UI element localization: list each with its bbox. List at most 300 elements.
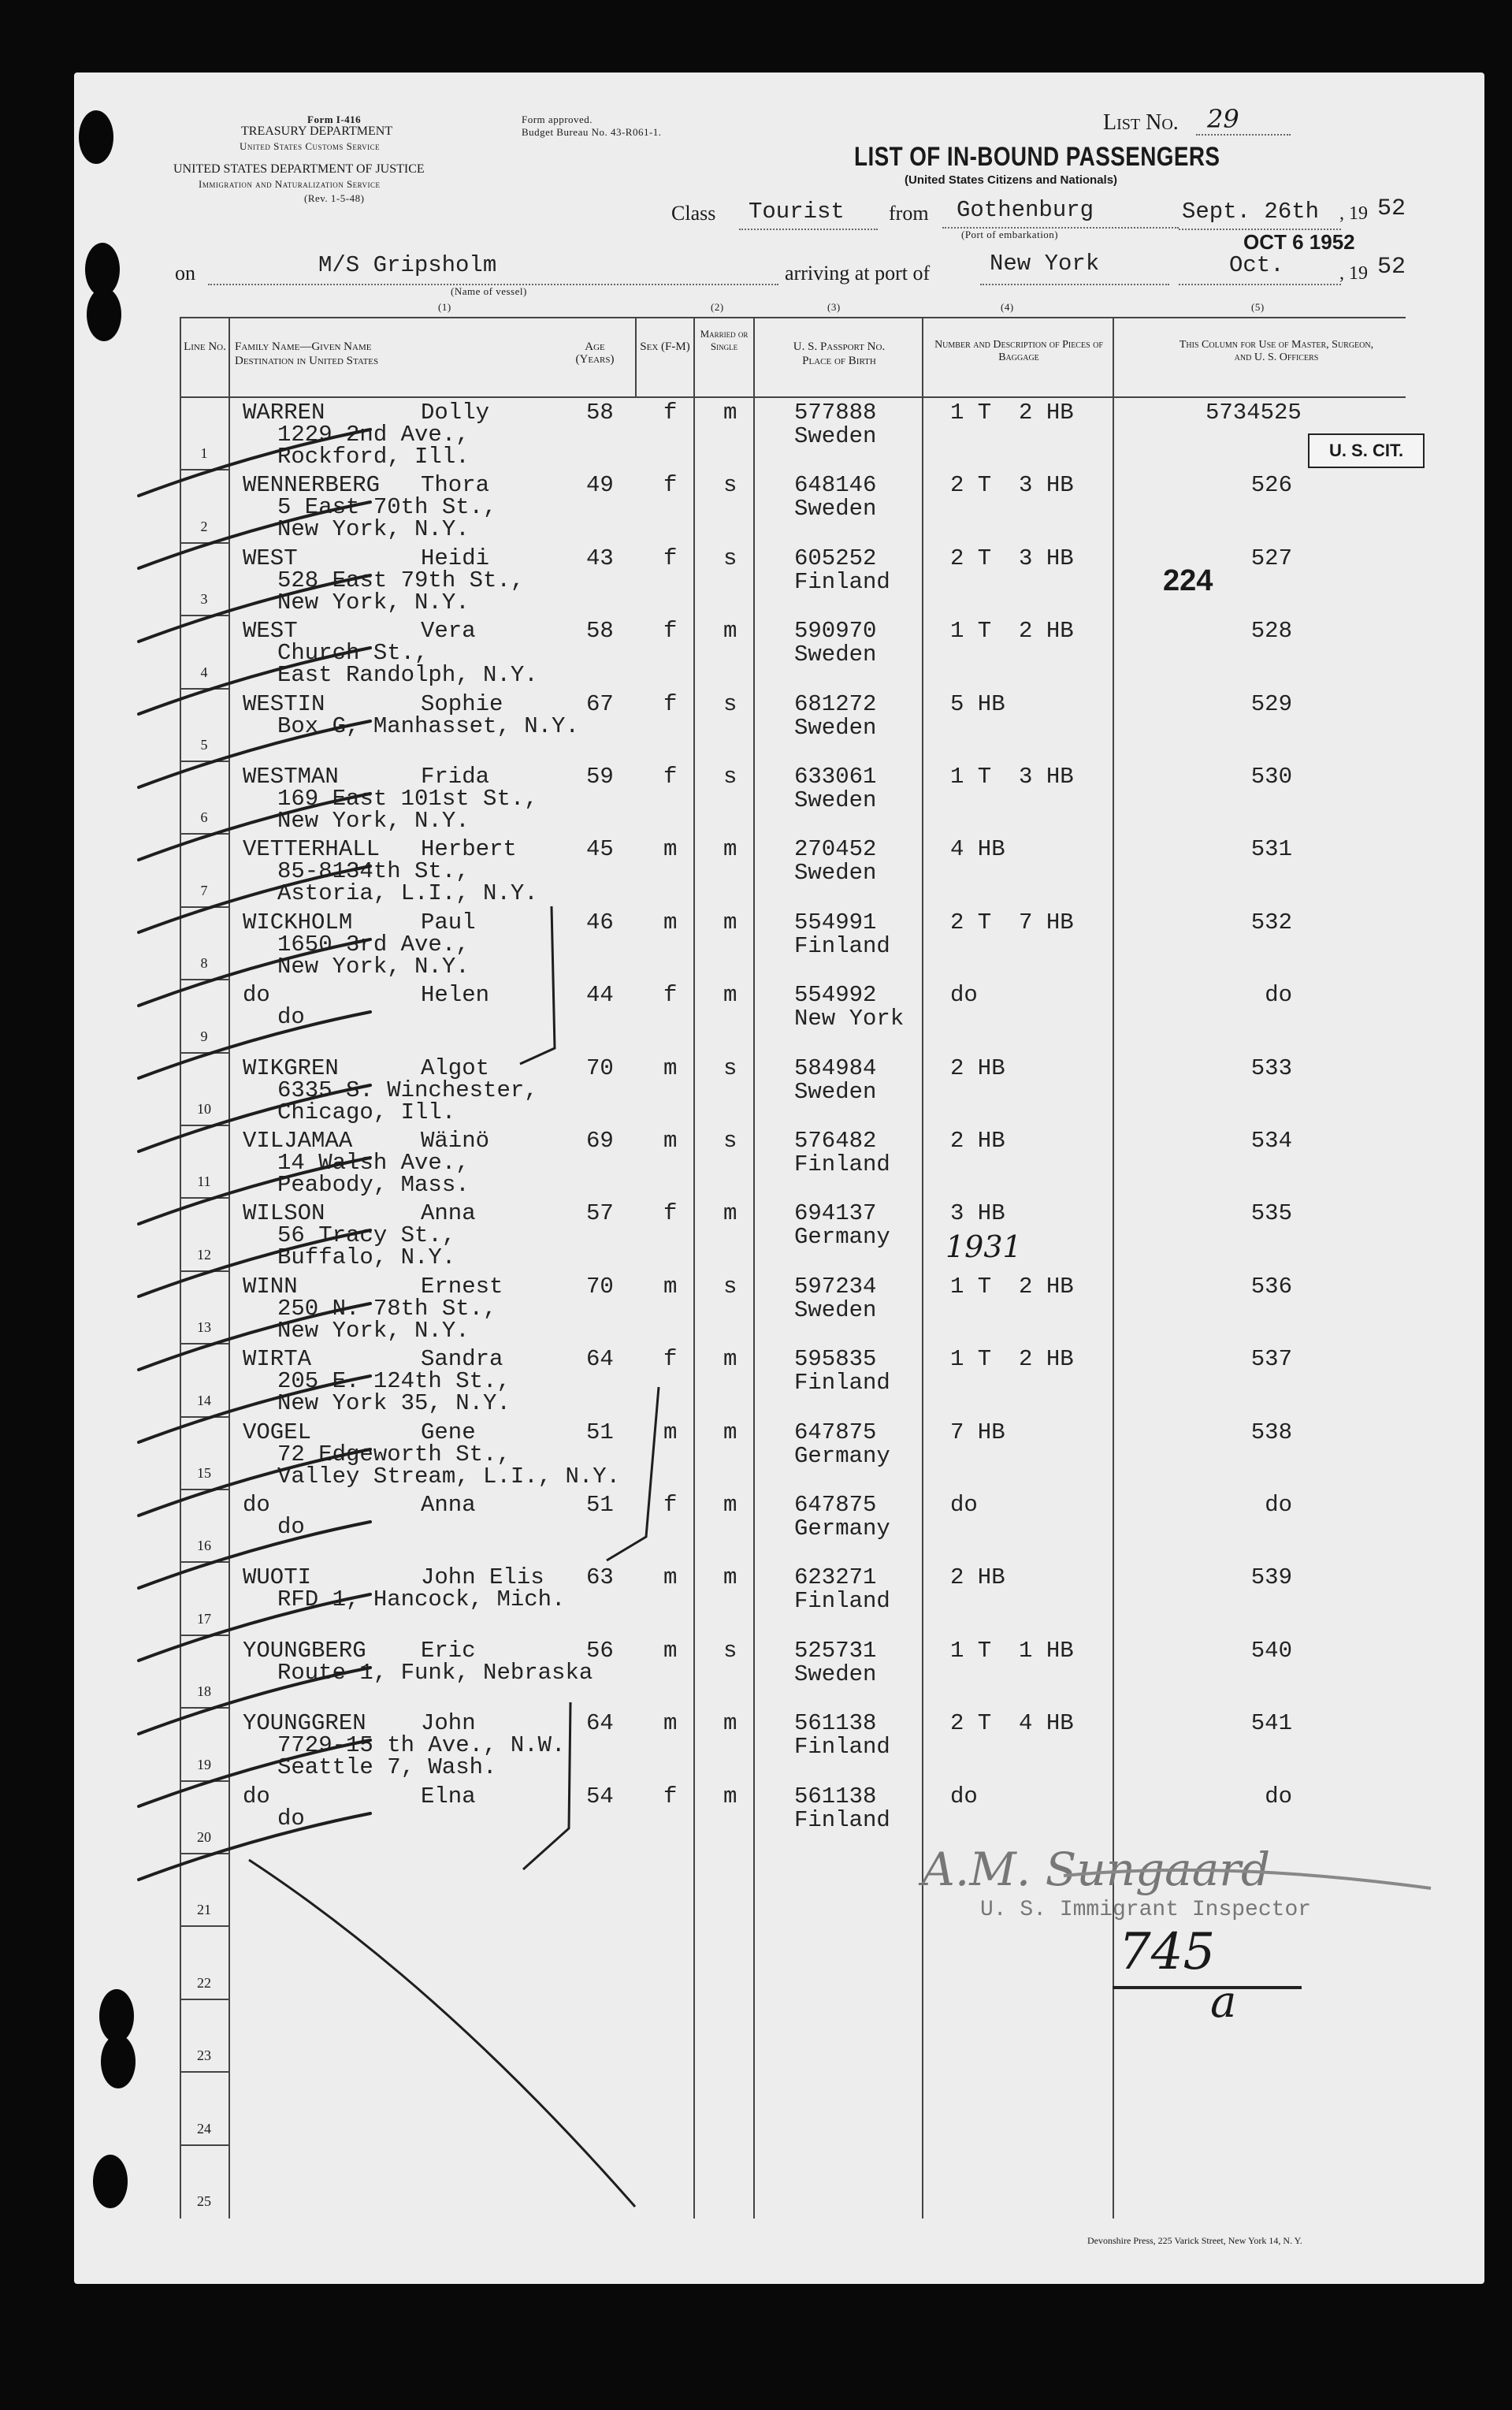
passenger-passport-no: 561138 — [794, 1710, 877, 1736]
passenger-marital-status: m — [723, 909, 737, 935]
row-rule — [180, 761, 228, 762]
passenger-birthplace: Finland — [794, 1734, 890, 1760]
passenger-family-name: VOGEL — [243, 1419, 312, 1445]
row-number: 24 — [197, 2121, 211, 2137]
passenger-marital-status: m — [723, 1783, 737, 1809]
passenger-officer-note: 535 — [1250, 1200, 1292, 1226]
passenger-passport-no: 623271 — [794, 1564, 877, 1590]
hdr-married: Married or Single — [700, 328, 749, 352]
passenger-given-name: Vera — [421, 618, 476, 644]
passenger-birthplace: Sweden — [794, 496, 877, 522]
passenger-marital-status: m — [723, 1346, 737, 1372]
passenger-address-2: Rockford, Ill. — [277, 444, 470, 470]
passenger-baggage: 1 T 2 HB — [950, 1346, 1074, 1372]
passenger-address-2: New York, N.Y. — [277, 516, 470, 542]
row-rule — [180, 1780, 228, 1782]
passenger-given-name: Eric — [421, 1638, 476, 1664]
passenger-given-name: Frida — [421, 764, 490, 790]
hdr-age: Age (Years) — [575, 340, 615, 366]
passenger-officer-note: do — [1265, 982, 1292, 1008]
passenger-baggage: 4 HB — [950, 836, 1005, 862]
from-label: from — [889, 202, 929, 225]
passenger-marital-status: s — [723, 472, 737, 498]
row-number: 17 — [197, 1611, 211, 1627]
inspector-title: U. S. Immigrant Inspector — [980, 1898, 1312, 1922]
passenger-address-1: Route 1, Funk, Nebraska — [277, 1660, 593, 1686]
passenger-age: 43 — [586, 545, 614, 571]
passenger-birthplace: Finland — [794, 1151, 890, 1177]
passenger-passport-no: 576482 — [794, 1128, 877, 1154]
hdr-name: Family Name—Given Name — [235, 340, 372, 353]
passenger-passport-no: 577888 — [794, 400, 877, 426]
table-top-rule — [180, 317, 1406, 318]
row-number: 8 — [200, 955, 208, 971]
passenger-baggage: 1 T 2 HB — [950, 1274, 1074, 1300]
passenger-birthplace: Finland — [794, 1807, 890, 1833]
passenger-address-1: 5 East 70th St., — [277, 494, 497, 520]
row-number: 3 — [200, 591, 208, 607]
passenger-given-name: Thora — [421, 472, 490, 498]
passenger-given-name: Gene — [421, 1419, 476, 1445]
passenger-family-name: WENNERBERG — [243, 472, 381, 498]
form-number: Form I-416 — [307, 113, 362, 125]
passenger-sex: f — [663, 982, 678, 1008]
col-divider — [180, 318, 181, 2218]
revision: (Rev. 1-5-48) — [304, 192, 365, 204]
passenger-address-2: Buffalo, N.Y. — [277, 1244, 456, 1270]
passenger-birthplace: Finland — [794, 1588, 890, 1614]
passenger-marital-status: m — [723, 836, 737, 862]
passenger-address-2: Seattle 7, Wash. — [277, 1754, 497, 1780]
passenger-birthplace: New York — [794, 1006, 905, 1032]
punch-hole — [93, 2155, 128, 2208]
table-header-rule — [180, 396, 1406, 398]
passenger-sex: m — [663, 1638, 678, 1664]
passenger-age: 51 — [586, 1419, 614, 1445]
passenger-given-name: Herbert — [421, 836, 517, 862]
passenger-birthplace: Sweden — [794, 423, 877, 449]
hdr-officers: This Column for Use of Master, Surgeon, and U. S. Officers — [1179, 339, 1374, 363]
year-1: 52 — [1377, 195, 1406, 222]
passenger-family-name: VILJAMAA — [243, 1128, 353, 1154]
passenger-officer-note: do — [1265, 1783, 1292, 1809]
passenger-baggage: 1 T 3 HB — [950, 764, 1074, 790]
passenger-passport-no: 605252 — [794, 545, 877, 571]
list-no-label: List No. — [1103, 110, 1179, 135]
hdr-passport: U. S. Passport No. — [793, 340, 886, 353]
year-2: 52 — [1377, 254, 1406, 281]
passenger-address-2: Valley Stream, L.I., N.Y. — [277, 1463, 621, 1490]
passenger-marital-status: s — [723, 1274, 737, 1300]
passenger-family-name: do — [243, 982, 270, 1008]
row-rule — [180, 2071, 228, 2073]
class-value: Tourist — [749, 199, 845, 225]
passenger-age: 59 — [586, 764, 614, 790]
passenger-passport-no: 554991 — [794, 909, 877, 935]
passenger-family-name: WICKHOLM — [243, 909, 353, 935]
passenger-passport-no: 595835 — [794, 1346, 877, 1372]
passenger-age: 54 — [586, 1783, 614, 1809]
passenger-passport-no: 681272 — [794, 691, 877, 717]
passenger-family-name: WUOTI — [243, 1564, 312, 1590]
passenger-address-1: 72 Edgeworth St., — [277, 1441, 511, 1467]
passenger-birthplace: Finland — [794, 569, 890, 595]
passenger-sex: f — [663, 400, 678, 426]
passenger-given-name: Sandra — [421, 1346, 503, 1372]
passenger-given-name: Dolly — [421, 400, 490, 426]
passenger-address-1: 1650 3rd Ave., — [277, 932, 470, 958]
passenger-passport-no: 648146 — [794, 472, 877, 498]
passenger-passport-no: 590970 — [794, 618, 877, 644]
passenger-age: 44 — [586, 982, 614, 1008]
year-prefix-2: , 19 — [1339, 263, 1368, 284]
passenger-given-name: Algot — [421, 1055, 490, 1081]
passenger-sex: f — [663, 764, 678, 790]
passenger-address-1: 205 E. 124th St., — [277, 1368, 511, 1394]
row-rule — [180, 615, 228, 616]
row-rule — [180, 906, 228, 908]
passenger-age: 69 — [586, 1128, 614, 1154]
passenger-age: 70 — [586, 1274, 614, 1300]
row-number: 22 — [197, 1975, 211, 1991]
passenger-sex: f — [663, 1783, 678, 1809]
passenger-sex: f — [663, 1492, 678, 1518]
passenger-marital-status: s — [723, 1638, 737, 1664]
sail-date: Sept. 26th — [1182, 199, 1320, 225]
passenger-sex: m — [663, 1055, 678, 1081]
passenger-baggage: do — [950, 1783, 978, 1809]
passenger-baggage: 2 T 7 HB — [950, 909, 1074, 935]
col-num-2: (2) — [711, 301, 724, 313]
passenger-officer-note: 531 — [1250, 836, 1292, 862]
year-1931-note: 1931 — [945, 1229, 1022, 1264]
col-divider — [228, 318, 230, 2218]
passenger-age: 64 — [586, 1346, 614, 1372]
passenger-baggage: 5 HB — [950, 691, 1005, 717]
passenger-family-name: do — [243, 1492, 270, 1518]
row-rule — [180, 1561, 228, 1563]
passenger-birthplace: Sweden — [794, 787, 877, 813]
row-rule — [180, 1416, 228, 1418]
passenger-address-1: 14 Walsh Ave., — [277, 1150, 470, 1176]
passenger-sex: f — [663, 472, 678, 498]
passenger-given-name: Heidi — [421, 545, 490, 571]
col-num-4: (4) — [1001, 301, 1014, 313]
row-number: 19 — [197, 1757, 211, 1772]
passenger-age: 51 — [586, 1492, 614, 1518]
passenger-baggage: 2 HB — [950, 1055, 1005, 1081]
passenger-birthplace: Finland — [794, 1370, 890, 1396]
passenger-baggage: 2 HB — [950, 1564, 1005, 1590]
passenger-address-1: 56 Tracy St., — [277, 1222, 456, 1248]
passenger-sex: m — [663, 1128, 678, 1154]
passenger-sex: f — [663, 1346, 678, 1372]
vessel-note: (Name of vessel) — [451, 285, 527, 297]
passenger-given-name: Wäinö — [421, 1128, 490, 1154]
arriving-label: arriving at port of — [785, 262, 931, 285]
passenger-officer-note: 532 — [1250, 909, 1292, 935]
passenger-officer-note: 526 — [1250, 472, 1292, 498]
budget-bureau: Budget Bureau No. 43-R061-1. — [522, 126, 662, 138]
passenger-address-1: 7729-15 th Ave., N.W. — [277, 1732, 566, 1758]
passenger-baggage: 3 HB — [950, 1200, 1005, 1226]
passenger-birthplace: Germany — [794, 1224, 890, 1250]
passenger-birthplace: Finland — [794, 933, 890, 959]
passenger-age: 49 — [586, 472, 614, 498]
passenger-age: 56 — [586, 1638, 614, 1664]
row-rule — [180, 1125, 228, 1126]
passenger-address-1: Box G, Manhasset, N.Y. — [277, 713, 579, 739]
passenger-address-1: RFD 1, Hancock, Mich. — [277, 1586, 566, 1612]
row-rule — [180, 688, 228, 690]
passenger-family-name: WINN — [243, 1274, 298, 1300]
passenger-address-1: do — [277, 1806, 305, 1832]
punch-hole — [79, 110, 113, 164]
row-rule — [180, 833, 228, 835]
passenger-passport-no: 597234 — [794, 1274, 877, 1300]
passenger-sex: f — [663, 691, 678, 717]
passenger-age: 45 — [586, 836, 614, 862]
col-num-3: (3) — [827, 301, 841, 313]
punch-hole — [101, 2035, 136, 2088]
passenger-passport-no: 525731 — [794, 1638, 877, 1664]
passenger-birthplace: Germany — [794, 1516, 890, 1542]
passenger-age: 70 — [586, 1055, 614, 1081]
passenger-officer-note: 537 — [1250, 1346, 1292, 1372]
passenger-address-2: Astoria, L.I., N.Y. — [277, 880, 538, 906]
row-number: 11 — [197, 1173, 211, 1189]
row-rule — [180, 1343, 228, 1344]
passenger-given-name: Helen — [421, 982, 490, 1008]
passenger-address-2: New York 35, N.Y. — [277, 1390, 511, 1416]
fraction-bottom: a — [1210, 1977, 1237, 2028]
row-rule — [180, 1270, 228, 1272]
class-line — [739, 229, 878, 230]
passenger-marital-status: m — [723, 1492, 737, 1518]
passenger-family-name: WARREN — [243, 400, 325, 426]
passenger-marital-status: s — [723, 1128, 737, 1154]
fraction-top: 745 — [1119, 1923, 1216, 1981]
passenger-officer-note: 530 — [1250, 764, 1292, 790]
passenger-passport-no: 270452 — [794, 836, 877, 862]
passenger-baggage: 2 HB — [950, 1128, 1005, 1154]
passenger-sex: m — [663, 836, 678, 862]
passenger-address-2: New York, N.Y. — [277, 1318, 470, 1344]
row-rule — [180, 1052, 228, 1054]
from-value: Gothenburg — [957, 197, 1094, 223]
passenger-address-1: 169 East 101st St., — [277, 786, 538, 812]
row-rule — [180, 2144, 228, 2146]
passenger-address-1: 250 N. 78th St., — [277, 1296, 497, 1322]
passenger-marital-status: m — [723, 1419, 737, 1445]
inspector-signature: A.M. Sungaard — [922, 1843, 1271, 1896]
passenger-given-name: Sophie — [421, 691, 503, 717]
passenger-given-name: Elna — [421, 1783, 476, 1809]
punch-hole — [87, 288, 121, 341]
passenger-age: 58 — [586, 618, 614, 644]
passenger-officer-note: 538 — [1250, 1419, 1292, 1445]
ins-service: Immigration and Naturalization Service — [199, 178, 381, 190]
passenger-family-name: VETTERHALL — [243, 836, 381, 862]
row-number: 7 — [200, 883, 208, 898]
passenger-marital-status: m — [723, 1200, 737, 1226]
passenger-marital-status: s — [723, 1055, 737, 1081]
col-divider — [1113, 318, 1114, 2218]
document-title: LIST OF IN-BOUND PASSENGERS — [854, 142, 1220, 172]
row-rule — [180, 1707, 228, 1709]
passenger-birthplace: Sweden — [794, 642, 877, 668]
col-divider — [693, 318, 695, 2218]
passenger-birthplace: Sweden — [794, 1297, 877, 1323]
row-rule — [180, 979, 228, 980]
passenger-birthplace: Sweden — [794, 860, 877, 886]
row-number: 16 — [197, 1538, 211, 1553]
passenger-given-name: John — [421, 1710, 476, 1736]
hdr-line-no: Line No. — [184, 340, 226, 353]
passenger-age: 63 — [586, 1564, 614, 1590]
passenger-baggage: 7 HB — [950, 1419, 1005, 1445]
port-embark-note: (Port of embarkation) — [961, 229, 1059, 240]
passenger-marital-status: m — [723, 618, 737, 644]
passenger-sex: f — [663, 545, 678, 571]
row-number: 23 — [197, 2047, 211, 2063]
passenger-family-name: WESTIN — [243, 691, 325, 717]
number-224: 224 — [1163, 564, 1213, 597]
passenger-family-name: do — [243, 1783, 270, 1809]
passenger-birthplace: Sweden — [794, 1661, 877, 1687]
passenger-baggage: 2 T 3 HB — [950, 545, 1074, 571]
passenger-officer-note: 541 — [1250, 1710, 1292, 1736]
passenger-marital-status: m — [723, 1710, 737, 1736]
passenger-passport-no: 633061 — [794, 764, 877, 790]
row-number: 14 — [197, 1393, 211, 1408]
arrival-port: New York — [990, 251, 1100, 277]
passenger-baggage: do — [950, 1492, 978, 1518]
passenger-officer-note: 533 — [1250, 1055, 1292, 1081]
passenger-family-name: YOUNGBERG — [243, 1638, 366, 1664]
passenger-family-name: WIRTA — [243, 1346, 312, 1372]
passenger-officer-note: 528 — [1250, 618, 1292, 644]
row-number: 9 — [200, 1028, 208, 1044]
year-prefix-1: , 19 — [1339, 203, 1368, 224]
passenger-birthplace: Sweden — [794, 715, 877, 741]
passenger-birthplace: Sweden — [794, 1079, 877, 1105]
passenger-officer-note: 5734525 — [1206, 400, 1302, 426]
passenger-marital-status: s — [723, 691, 737, 717]
passenger-passport-no: 694137 — [794, 1200, 877, 1226]
row-number: 18 — [197, 1683, 211, 1699]
passenger-sex: m — [663, 1419, 678, 1445]
passenger-officer-note: 539 — [1250, 1564, 1292, 1590]
treasury-dept: TREASURY DEPARTMENT — [241, 125, 393, 138]
col-divider — [753, 318, 755, 2218]
passenger-address-1: 85-8134th St., — [277, 858, 470, 884]
col-divider — [635, 318, 637, 396]
hdr-destination: Destination in United States — [235, 355, 379, 367]
hdr-baggage: Number and Description of Pieces of Baggage — [934, 339, 1103, 363]
customs-service: United States Customs Service — [240, 140, 381, 152]
class-label: Class — [671, 202, 716, 225]
passenger-officer-note: 529 — [1250, 691, 1292, 717]
on-label: on — [175, 262, 195, 285]
passenger-given-name: Anna — [421, 1492, 476, 1518]
hdr-sex: Sex (F-M) — [640, 340, 690, 353]
passenger-sex: m — [663, 909, 678, 935]
hdr-birth: Place of Birth — [802, 355, 876, 367]
row-number: 15 — [197, 1465, 211, 1481]
row-rule — [180, 1197, 228, 1199]
passenger-address-1: Church St., — [277, 640, 429, 666]
row-number: 25 — [197, 2193, 211, 2209]
passenger-address-2: New York, N.Y. — [277, 808, 470, 834]
passenger-baggage: 1 T 2 HB — [950, 400, 1074, 426]
passenger-passport-no: 647875 — [794, 1419, 877, 1445]
passenger-marital-status: s — [723, 545, 737, 571]
passenger-address-2: East Randolph, N.Y. — [277, 662, 538, 688]
row-number: 13 — [197, 1319, 211, 1335]
passenger-officer-note: 540 — [1250, 1638, 1292, 1664]
row-rule — [180, 1635, 228, 1636]
passenger-family-name: WIKGREN — [243, 1055, 339, 1081]
vessel-name: M/S Gripsholm — [318, 252, 497, 278]
row-rule — [180, 1999, 228, 2000]
passenger-officer-note: do — [1265, 1492, 1292, 1518]
date-stamp: OCT 6 1952 — [1243, 230, 1355, 254]
passenger-birthplace: Germany — [794, 1443, 890, 1469]
passenger-passport-no: 647875 — [794, 1492, 877, 1518]
col-num-1: (1) — [438, 301, 451, 313]
passenger-passport-no: 554992 — [794, 982, 877, 1008]
col-divider — [922, 318, 923, 2218]
row-number: 5 — [200, 737, 208, 753]
printer-footer: Devonshire Press, 225 Varick Street, New York 14, N. Y. — [1087, 2235, 1302, 2246]
row-number: 20 — [197, 1829, 211, 1845]
list-no-value: 29 — [1207, 104, 1239, 134]
passenger-age: 58 — [586, 400, 614, 426]
passenger-age: 57 — [586, 1200, 614, 1226]
passenger-given-name: Paul — [421, 909, 476, 935]
us-cit-stamp: U. S. CIT. — [1308, 433, 1425, 468]
passenger-sex: m — [663, 1564, 678, 1590]
passenger-baggage: 1 T 2 HB — [950, 618, 1074, 644]
passenger-address-1: 6335 S. Winchester, — [277, 1077, 538, 1103]
col-num-5: (5) — [1251, 301, 1265, 313]
arrival-date-line — [1179, 284, 1341, 285]
list-no-line — [1196, 134, 1291, 136]
passenger-address-2: New York, N.Y. — [277, 954, 470, 980]
passenger-officer-note: 536 — [1250, 1274, 1292, 1300]
passenger-marital-status: m — [723, 982, 737, 1008]
row-rule — [180, 1925, 228, 1927]
passenger-age: 46 — [586, 909, 614, 935]
passenger-address-1: do — [277, 1514, 305, 1540]
passenger-baggage: 2 T 3 HB — [950, 472, 1074, 498]
passenger-sex: m — [663, 1710, 678, 1736]
passenger-family-name: WEST — [243, 545, 298, 571]
passenger-passport-no: 561138 — [794, 1783, 877, 1809]
passenger-passport-no: 584984 — [794, 1055, 877, 1081]
passenger-address-1: do — [277, 1004, 305, 1030]
row-rule — [180, 1489, 228, 1490]
row-number: 1 — [200, 445, 208, 461]
passenger-baggage: 2 T 4 HB — [950, 1710, 1074, 1736]
passenger-given-name: Anna — [421, 1200, 476, 1226]
passenger-given-name: John Elis — [421, 1564, 544, 1590]
passenger-sex: m — [663, 1274, 678, 1300]
passenger-given-name: Ernest — [421, 1274, 503, 1300]
passenger-sex: f — [663, 618, 678, 644]
passenger-marital-status: m — [723, 400, 737, 426]
